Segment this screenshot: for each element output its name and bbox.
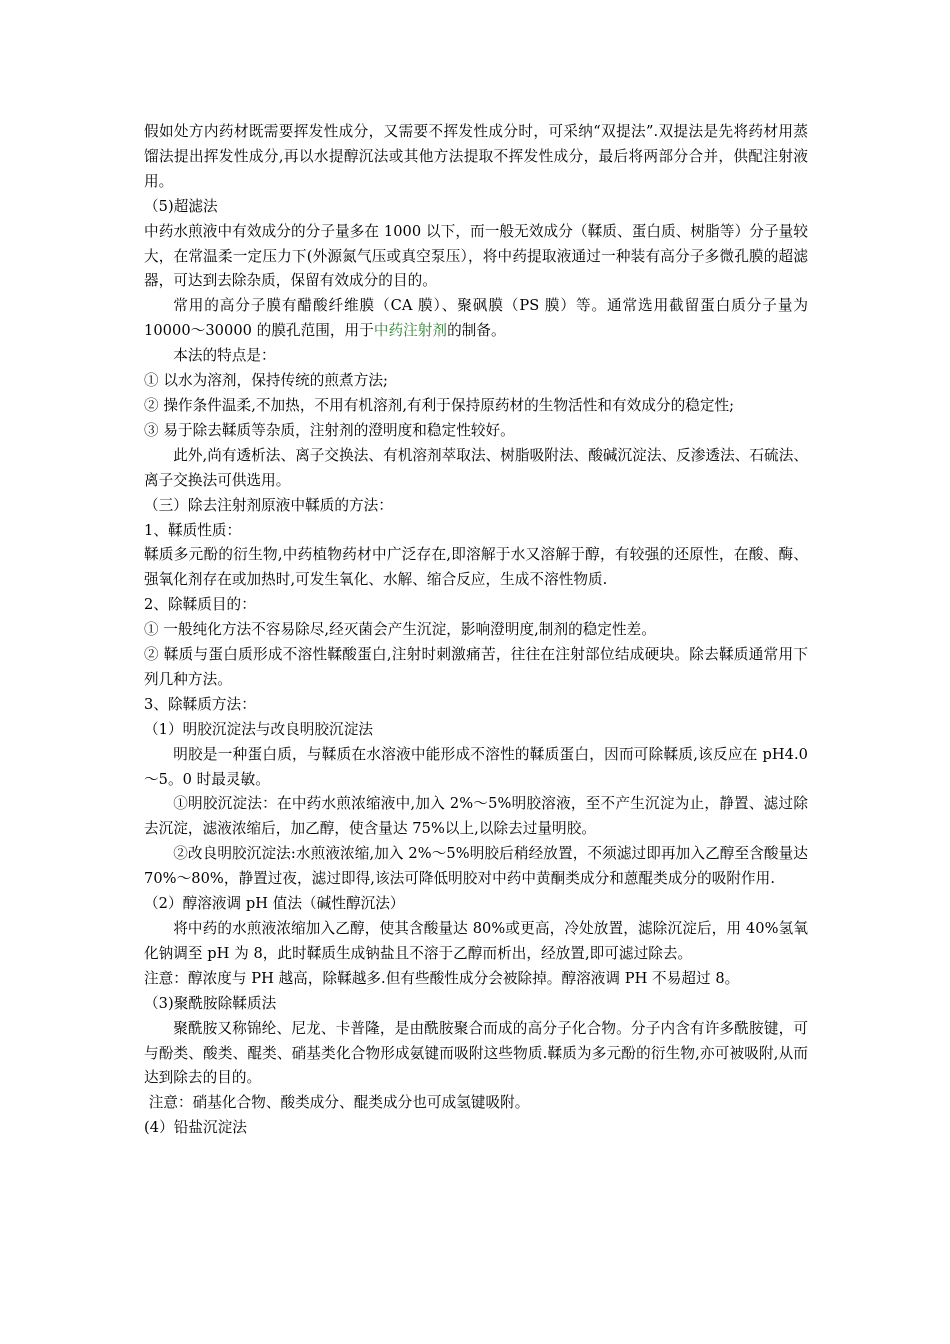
heading-tannin-properties: 1、鞣质性质：: [144, 521, 242, 539]
membranes-text: 常用的高分子膜有醋酸纤维膜（CA 膜）、聚砜膜（PS 膜）等。通常选用截留蛋白质分子量为 10000～30000 的膜孔范围，用于: [144, 297, 808, 340]
paragraph-membranes: [144, 294, 808, 344]
list-item-feature-3: ③ 易于除去鞣质等杂质，注射剂的澄明度和稳定性较好。: [144, 421, 515, 439]
paragraph-gelatin-precipitation: ①明胶沉淀法：在中药水煎浓缩液中,加入 2%～5%明胶溶液，至不产生沉淀为止，静置、滤过除去沉淀，滤液浓缩后，加乙醇，使含量达 75%以上,以除去过量明胶。: [144, 795, 808, 838]
paragraph-polyamide: 聚酰胺又称锦纶、尼龙、卡普隆，是由酰胺聚合而成的高分子化合物。分子内含有许多酰胺键，可与酚类、酸类、醌类、硝基类化合物形成氨键而吸附这些物质.鞣质为多元酚的衍生物,亦可被吸附,从而达到除去的目的。: [144, 1019, 808, 1087]
heading-lead-salt: (4）铅盐沉淀法: [144, 1119, 247, 1137]
paragraph-improved-gelatin: ②改良明胶沉淀法:水煎液浓缩,加入 2%～5%明胶后稍经放置，不须滤过即再加入乙醇至含酸量达 70%～80%，静置过夜，滤过即得,该法可降低明胶对中药中黄酮类成分和蒽醌类成分的吸附作用.: [144, 845, 808, 888]
heading-polyamide: （3)聚酰胺除鞣质法: [144, 994, 277, 1012]
heading-ultrafiltration: （5)超滤法: [144, 197, 218, 215]
document-body: [144, 120, 808, 1141]
heading-gelatin-method: （1）明胶沉淀法与改良明胶沉淀法: [144, 720, 373, 738]
paragraph-alcohol-ph: 将中药的水煎液浓缩加入乙醇，使其含酸量达 80%或更高，冷处放置，滤除沉淀后，用 40%氢氧化钠调至 pH 为 8，此时鞣质生成钠盐且不溶于乙醇而析出，经放置,即可滤过除去。: [144, 920, 808, 962]
paragraph-tannin-properties: 鞣质多元酚的衍生物,中药植物药材中广泛存在,即溶解于水又溶解于醇，有较强的还原性，在酸、酶、强氧化剂存在或加热时,可发生氧化、水解、缩合反应，生成不溶性物质.: [144, 546, 808, 589]
heading-alcohol-ph: （2）醇溶液调 pH 值法（碱性醇沉法）: [144, 895, 405, 913]
heading-tannin-purpose: 2、除鞣质目的：: [144, 596, 256, 614]
list-item-feature-1: ① 以水为溶剂，保持传统的煎煮方法;: [144, 372, 388, 390]
list-item-purpose-2: ② 鞣质与蛋白质形成不溶性鞣酸蛋白,注射时刺激痛苦，往往在注射部位结成硬块。除去鞣质通常用下列几种方法。: [144, 646, 808, 688]
list-item-feature-2: ② 操作条件温柔,不加热，不用有机溶剂,有利于保持原药材的生物活性和有效成分的稳定性;: [144, 396, 735, 414]
paragraph-ultrafiltration-intro: 中药水煎液中有效成分的分子量多在 1000 以下，而一般无效成分（鞣质、蛋白质、树脂等）分子量较大，在常温柔一定压力下(外源氮气压或真空泵压），将中药提取液通过一种装有高分子多微孔膜的超滤器，可达到去除杂质，保留有效成分的目的。: [144, 222, 808, 290]
paragraph-features-heading: 本法的特点是：: [173, 347, 276, 365]
list-item-purpose-1: ① 一般纯化方法不容易除尽,经灭菌会产生沉淀，影响澄明度,制剂的稳定性差。: [144, 621, 656, 639]
paragraph-other-methods: 此外,尚有透析法、离子交换法、有机溶剂萃取法、树脂吸附法、酸碱沉淀法、反渗透法、石硫法、离子交换法可供选用。: [144, 446, 808, 489]
heading-tannin-methods: 3、除鞣质方法：: [144, 695, 256, 713]
paragraph-gelatin-intro: 明胶是一种蛋白质，与鞣质在水溶液中能形成不溶性的鞣质蛋白，因而可除鞣质,该反应在 pH4.0～5。0 时最灵敏。: [144, 745, 808, 788]
membranes-text-end: 的制备。: [447, 322, 506, 340]
injection-link[interactable]: 中药注射剂: [373, 322, 448, 340]
paragraph-double-extraction: 假如处方内药材既需要挥发性成分，又需要不挥发性成分时，可采纳“双提法”.双提法是先将药材用蒸馏法提出挥发性成分,再以水提醇沉法或其他方法提取不挥发性成分，最后将两部分合并，供配注射液用。: [144, 123, 808, 190]
note-alcohol-ph: 注意：醇浓度与 PH 越高，除鞣越多.但有些酸性成分会被除掉。醇溶液调 PH 不易超过 8。: [144, 969, 740, 987]
heading-section-3: （三）除去注射剂原液中鞣质的方法：: [144, 496, 393, 514]
note-polyamide: 注意：硝基化合物、酸类成分、醌类成分也可成氢键吸附。: [144, 1094, 530, 1112]
